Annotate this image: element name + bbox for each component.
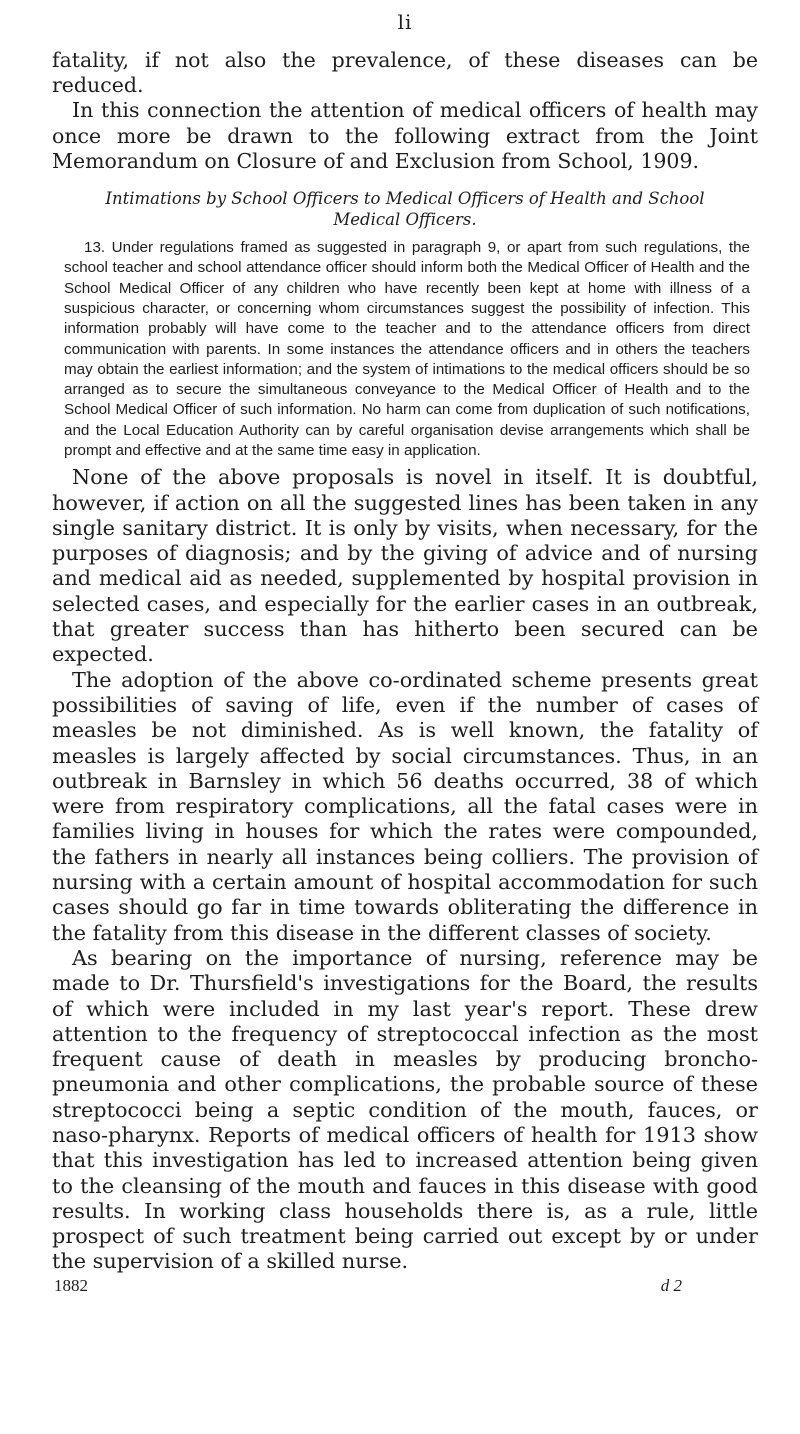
extract-caption: Intimations by School Officers to Medical Officers of Health and School Medical Officers. [105,189,705,230]
document-page [52,0,758,1434]
paragraph-proposals: None of the above proposals is novel in itself. It is doubtful, however, if action on all the suggested lines has been taken in any single sanitary district. It is only by visits, when necessary, for the purposes of diagnosis; and by the giving of advice and of nursing and medical aid as needed, supplemented by hospital provision in selected cases, and especially for the earlier cases in an outbreak, that greater success than has hitherto been secured can be expected. [52,465,758,667]
paragraph-joint-memorandum: In this connection the attention of medical officers of health may once more be drawn to the following extract from the Joint Memorandum on Closure of and Exclusion from School, 1909. [52,98,758,173]
footer-print-number: 1882 [54,1275,88,1295]
footer-signature-mark: d 2 [660,1275,682,1295]
paragraph-coordinated-scheme: The adoption of the above co-ordinated scheme presents great possibilities of saving of life, even if the number of cases of measles be not diminished. As is well known, the fatality of measles is largely affected by social circumstances. Thus, in an outbreak in Barnsley in which 56 deaths occurred, 38 of which were from respiratory complications, all the fatal cases were in families living in houses for which the rates were compounded, the fathers in nearly all instances being colliers. The provision of nursing with a certain amount of hospital accommodation for such cases should go far in time towards obliterating the difference in the fatality from this disease in the different classes of society. [52,667,758,945]
page-number: li [397,10,413,34]
paragraph-nursing: As bearing on the importance of nursing, reference may be made to Dr. Thursfield's investigations for the Board, the results of which were included in my last year's report. These drew attention to the frequency of streptococcal infection as the most frequent cause of death in measles by producing broncho-pneumonia and other complications, the probable source of these streptococci being a septic condition of the mouth, fauces, or naso-pharynx. Reports of medical officers of health for 1913 show that this investigation has led to increased attention being given to the cleansing of the mouth and fauces in this disease with good results. In working class households there is, as a rule, little prospect of such treatment being carried out except by or under the supervision of a skilled nurse. [52,945,758,1274]
page-footer [52,1275,758,1297]
paragraph-continuation: fatality, if not also the prevalence, of these diseases can be reduced. [52,48,758,98]
extract-quote: 13. Under regulations framed as suggested in paragraph 9, or apart from such regulations, the school teacher and school attendance officer should inform both the Medical Officer of Health and the School Medical Officer of any children who have recently been kept at home with illness of a suspicious character, or concerning whom circumstances suggest the possibility of infection. This information probably will have come to the teacher and to the attendance officers from direct communication with parents. In some instances the attendance officers and in others the teachers may obtain the earliest information; and the system of intimations to the medical officers should be so arranged as to secure the simultaneous conveyance to the Medical Officer of Health and to the School Medical Officer of such information. No harm can come from duplication of such notifications, and the Local Education Authority can by careful organisation devise arrangements which shall be prompt and effective and at the same time easy in application. [64,239,750,459]
